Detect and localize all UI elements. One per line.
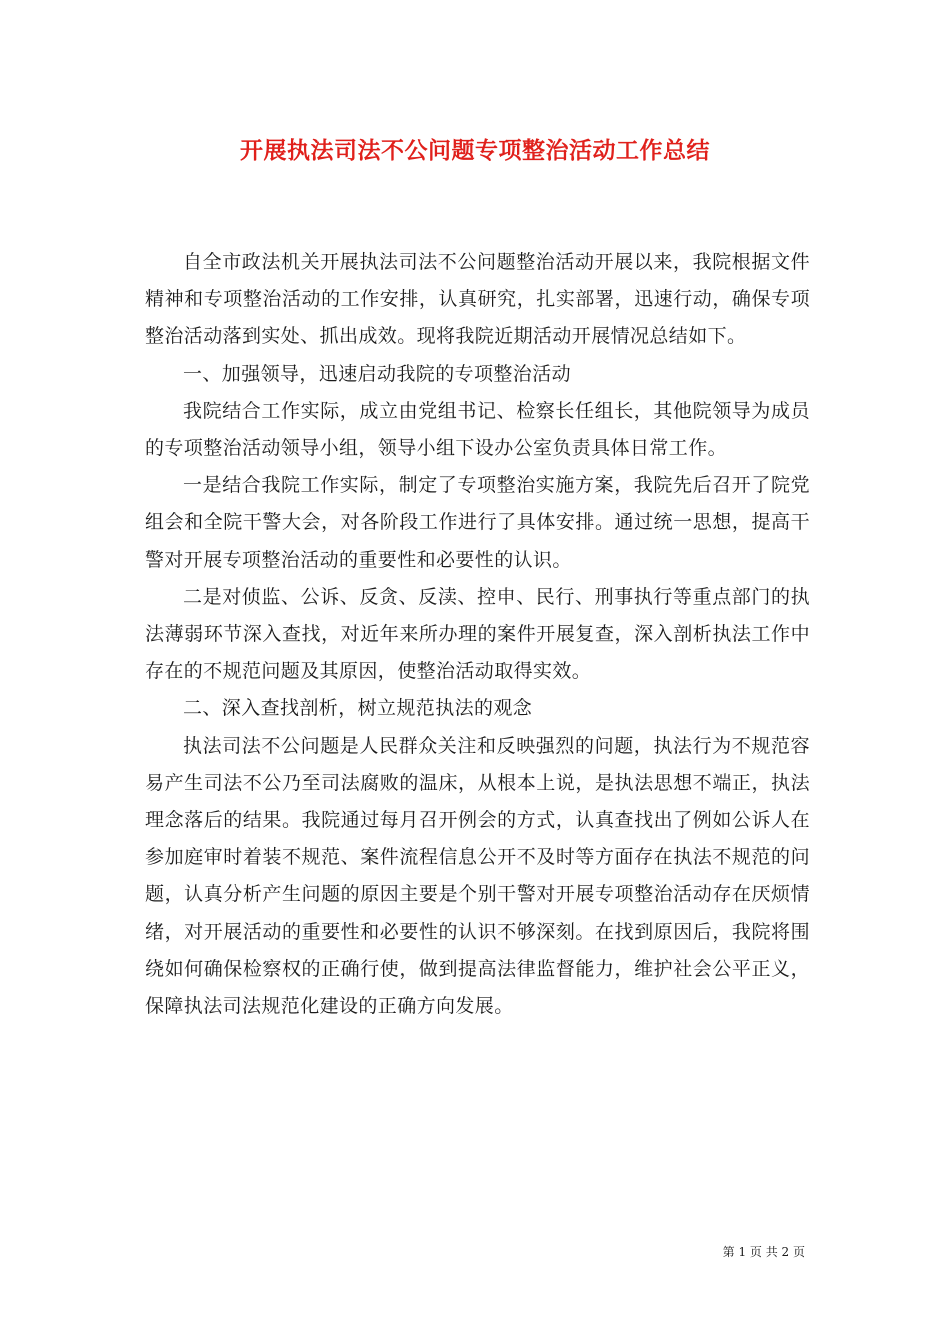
paragraph-leadership: 我院结合工作实际，成立由党组书记、检察长任组长，其他院领导为成员的专项整治活动领导小组，领导小组下设办公室负责具体日常工作。 [145,399,810,460]
page-number-footer: 第 1 页 共 2 页 [722,1245,805,1259]
document-title: 开展执法司法不公问题专项整治活动工作总结 [240,137,710,164]
paragraph-point-one: 一是结合我院工作实际，制定了专项整治实施方案，我院先后召开了院党组会和全院干警大会，对各阶段工作进行了具体安排。通过统一思想，提高干警对开展专项整治活动的重要性和必要性的认识。 [145,474,810,571]
paragraph-point-two: 二是对侦监、公诉、反贪、反渎、控申、民行、刑事执行等重点部门的执法薄弱环节深入查找，对近年来所办理的案件开展复查，深入剖析执法工作中存在的不规范问题及其原因，使整治活动取得实效。 [145,585,810,683]
section-heading-2: 二、深入查找剖析，树立规范执法的观念 [183,697,533,720]
section-heading-1: 一、加强领导，迅速启动我院的专项整治活动 [183,362,572,385]
paragraph-analysis: 执法司法不公问题是人民群众关注和反映强烈的问题，执法行为不规范容易产生司法不公乃至司法腐败的温床，从根本上说，是执法思想不端正，执法理念落后的结果。我院通过每月召开例会的方式，认真查找出了例如公诉人在参加庭审时着装不规范、案件流程信息公开不及时等方面存在执法不规范的问题，认真分析产生问题的原因主要是个别干警对开展专项整治活动存在厌烦情绪，对开展活动的重要性和必要性的认识不够深刻。在找到原因后，我院将围绕如何确保检察权的正确行使，做到提高法律监督能力，维护社会公平正义，保障执法司法规范化建设的正确方向发展。 [145,734,810,1018]
paragraph-intro: 自全市政法机关开展执法司法不公问题整治活动开展以来，我院根据文件精神和专项整治活动的工作安排，认真研究，扎实部署，迅速行动，确保专项整治活动落到实处、抓出成效。现将我院近期活动开展情况总结如下。 [145,251,810,348]
document-body [145,244,810,1025]
